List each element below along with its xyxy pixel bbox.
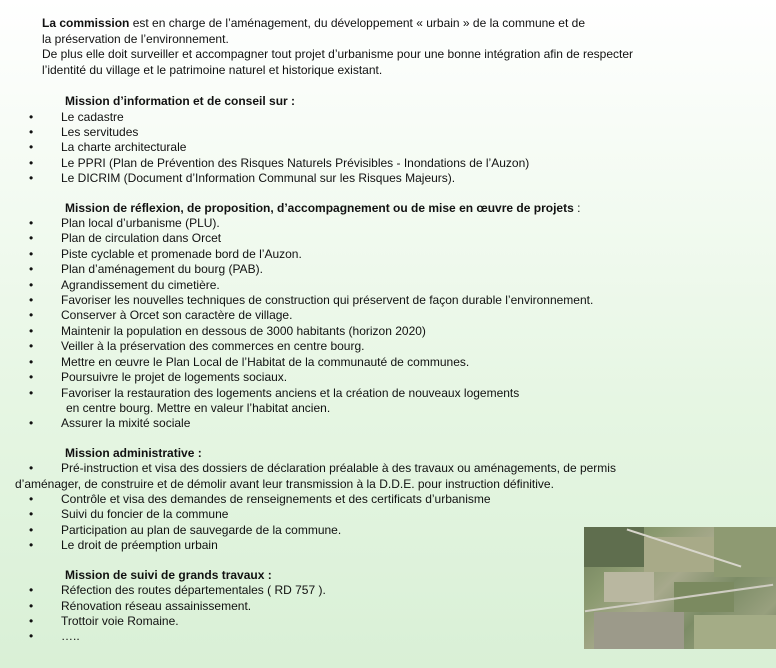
list-item-text: Trottoir voie Romaine.	[61, 613, 179, 628]
bullet-icon: •	[29, 262, 34, 277]
bullet-icon: •	[29, 155, 34, 170]
list-item	[15, 171, 742, 186]
bullet-icon: •	[29, 140, 34, 155]
bullet-icon: •	[29, 246, 34, 261]
list-item-text: Conserver à Orcet son caractère de village.	[61, 308, 293, 323]
bullet-icon: •	[29, 124, 34, 139]
aerial-photo	[584, 527, 776, 649]
list-item-continuation: d’aménager, de construire et de démolir avant leur transmission à la D.D.E. pour instruction définitive.	[15, 476, 554, 491]
reflexion-list	[29, 216, 742, 432]
list-item	[15, 125, 742, 140]
list-item	[15, 110, 742, 125]
intro-line-1: est en charge de l’aménagement, du développement « urbain » de la commune et de	[129, 16, 585, 30]
bullet-icon: •	[29, 583, 34, 598]
list-item	[15, 416, 742, 431]
list-item-text: Rénovation réseau assainissement.	[61, 598, 252, 613]
list-item-text: Assurer la mixité sociale	[61, 416, 191, 431]
list-item-text: Le droit de préemption urbain	[61, 538, 218, 553]
list-item-text: Le DICRIM (Document d’Information Communal sur les Risques Majeurs).	[61, 171, 456, 186]
list-item	[15, 308, 742, 323]
list-item-text: Contrôle et visa des demandes de renseignements et des certificats d’urbanisme	[61, 492, 491, 507]
list-item-text: Le PPRI (Plan de Prévention des Risques Naturels Prévisibles - Inondations de l’Auzon)	[61, 155, 530, 170]
intro-paragraph	[42, 16, 742, 78]
bullet-icon: •	[29, 385, 34, 400]
list-item-text: Le cadastre	[61, 109, 124, 124]
list-item-text: Veiller à la préservation des commerces en centre bourg.	[61, 339, 365, 354]
bullet-icon: •	[29, 354, 34, 369]
list-item-text: Maintenir la population en dessous de 3000 habitants (horizon 2020)	[61, 323, 426, 338]
commission-label: La commission	[42, 16, 130, 30]
list-item	[15, 492, 742, 507]
bullet-icon: •	[29, 109, 34, 124]
section-information	[29, 94, 742, 187]
list-item	[15, 461, 742, 476]
bullet-icon: •	[29, 538, 34, 553]
bullet-icon: •	[29, 339, 34, 354]
intro-line-2: la préservation de l’environnement.	[42, 31, 229, 46]
intro-line-4: l’identité du village et le patrimoine naturel et historique existant.	[42, 62, 383, 77]
bullet-icon: •	[29, 370, 34, 385]
information-list	[29, 109, 742, 187]
bullet-icon: •	[29, 598, 34, 613]
list-item	[15, 247, 742, 262]
bullet-icon: •	[29, 277, 34, 292]
list-item	[15, 216, 742, 231]
list-item-text: Poursuivre le projet de logements sociaux.	[61, 370, 288, 385]
section-reflexion	[29, 200, 742, 432]
section-reflexion-title-text: Mission de réflexion, de proposition, d’accompagnement ou de mise en œuvre de projets	[65, 200, 574, 215]
list-item-text: Favoriser la restauration des logements anciens et la création de nouveaux logements	[61, 385, 520, 400]
bullet-icon: •	[29, 308, 34, 323]
list-item-text: Suivi du foncier de la commune	[61, 507, 229, 522]
list-item	[15, 293, 742, 308]
list-item-text: Plan local d’urbanisme (PLU).	[61, 216, 220, 231]
list-item-text: …..	[61, 629, 80, 644]
bullet-icon: •	[29, 231, 34, 246]
list-item-text: Agrandissement du cimetière.	[61, 277, 220, 292]
list-item-text: Pré-instruction et visa des dossiers de déclaration préalable à des travaux ou aménagements, de permis	[61, 461, 616, 476]
bullet-icon: •	[29, 461, 34, 476]
list-item	[15, 370, 742, 385]
bullet-icon: •	[29, 216, 34, 231]
bullet-icon: •	[29, 171, 34, 186]
list-item	[15, 339, 742, 354]
bullet-icon: •	[29, 522, 34, 537]
section-reflexion-title-tail: :	[573, 200, 581, 215]
list-item	[15, 156, 742, 171]
bullet-icon: •	[29, 629, 34, 644]
list-item-continuation: en centre bourg. Mettre en valeur l’habitat ancien.	[66, 400, 331, 415]
bullet-icon: •	[29, 293, 34, 308]
intro-line-3: De plus elle doit surveiller et accompagner tout projet d’urbanisme pour une bonne intégration afin de respecter	[42, 47, 634, 61]
list-item-text: La charte architecturale	[61, 140, 187, 155]
bullet-icon: •	[29, 416, 34, 431]
list-item	[15, 278, 742, 293]
list-item	[15, 324, 742, 339]
section-information-title: Mission d’information et de conseil sur :	[65, 94, 296, 108]
section-reflexion-title	[65, 201, 742, 217]
bullet-icon: •	[29, 613, 34, 628]
list-item-text: Plan d’aménagement du bourg (PAB).	[61, 262, 263, 277]
section-travaux-title: Mission de suivi de grands travaux :	[65, 567, 272, 582]
bullet-icon: •	[29, 507, 34, 522]
list-item	[15, 231, 742, 246]
list-item	[15, 386, 742, 401]
list-item	[15, 262, 742, 277]
list-item	[15, 140, 742, 155]
list-item-text: Les servitudes	[61, 124, 139, 139]
list-item-text: Réfection des routes départementales ( RD 757 ).	[61, 583, 326, 598]
list-item-text: Plan de circulation dans Orcet	[61, 231, 222, 246]
list-item-text: Participation au plan de sauvegarde de la commune.	[61, 522, 342, 537]
bullet-icon: •	[29, 492, 34, 507]
list-item-text: Favoriser les nouvelles techniques de construction qui préservent de façon durable l’environnement.	[61, 293, 594, 308]
list-item	[15, 507, 742, 522]
list-item-text: Mettre en œuvre le Plan Local de l’Habitat de la communauté de communes.	[61, 354, 470, 369]
list-item-text: Piste cyclable et promenade bord de l’Auzon.	[61, 246, 302, 261]
bullet-icon: •	[29, 323, 34, 338]
list-item	[15, 355, 742, 370]
section-administrative-title: Mission administrative :	[65, 445, 202, 460]
